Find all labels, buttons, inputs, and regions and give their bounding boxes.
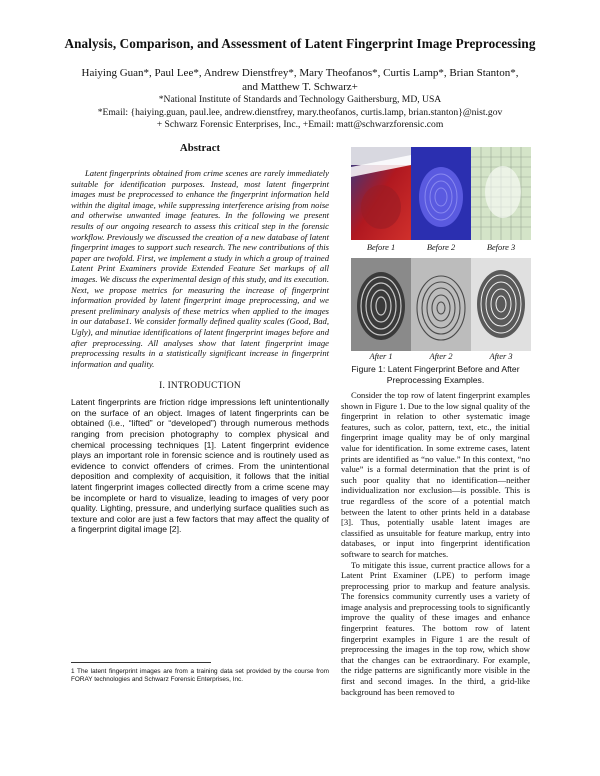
affiliation-line-1: *National Institute of Standards and Technology Gaithersburg, MD, USA bbox=[158, 94, 442, 105]
author-list bbox=[50, 66, 550, 94]
authors-line-1: Haiying Guan*, Paul Lee*, Andrew Dienstfrey*, Mary Theofanos*, Curtis Lamp*, Brian Stanton*, bbox=[81, 67, 519, 79]
caption-line-1: Figure 1: Latent Fingerprint Before and After bbox=[351, 364, 520, 374]
before-3-label: Before 3 bbox=[486, 243, 516, 252]
introduction-heading: I. INTRODUCTION bbox=[159, 381, 241, 392]
before-3-image bbox=[471, 147, 531, 240]
right-paragraph-2: To mitigate this issue, current practice allows for a Latent Print Examiner (LPE) to perform image preprocessing prior to markup and feature analysis. The forensics community currently uses a variety of image analysis and preprocessing tools to significantly improve the quality of these images and enhance fingerprint features. The bottom row of latent fingerprint examples in Figure 1 are the result of preprocessing the images in the top row, which show that the changes can be extraordinary. For example, the ridge patterns are significantly more visible in the first and second images. In the third, a grid-like background has been removed to bbox=[341, 559, 530, 697]
introduction-body: Latent fingerprints are friction ridge impressions left unintentionally on the surface of an object. Images of latent fingerprints can be obtained (i.e., “lifted” or “developed”) through numerous methods ranging from precision photography to complex physical and chemical processing techniques [1]. Latent fingerprint evidence plays an important role in forensic science and is routinely used as evidence to convict offenders of crimes. From the unintentional deposition and complexity of acquisition, it follows that the initial latent fingerprint images collected directly from a crime scene may be incomplete or hard to visualize, leading to images of very poor quality. Lighting, pressure, and underlying surface qualities such as texture and color are just a few factors that may affect the quality of a fingerprint digital image [2]. bbox=[71, 397, 329, 535]
affiliation-line-2: *Email: {haiying.guan, paul.lee, andrew.dienstfrey, mary.theofanos, curtis.lamp, brian.stanton}@nist.gov bbox=[97, 106, 503, 118]
before-2-label: Before 2 bbox=[426, 243, 456, 252]
affiliations bbox=[40, 94, 560, 132]
paper-title: Analysis, Comparison, and Assessment of Latent Fingerprint Image Preprocessing bbox=[64, 36, 536, 51]
figure-after-row bbox=[351, 258, 531, 351]
before-2-image bbox=[411, 147, 471, 240]
after-3-image bbox=[471, 258, 531, 351]
footnote: 1 The latent fingerprint images are from a training data set provided by the course from FORAY technologies and Schwarz Forensic Enterprises, Inc. bbox=[71, 668, 329, 683]
before-1-label: Before 1 bbox=[366, 243, 396, 252]
authors-line-2: and Matthew T. Schwarz+ bbox=[242, 81, 358, 93]
right-paragraph-1: Consider the top row of latent fingerprint examples shown in Figure 1. Due to the low signal quality of the fingerprint in relation to other systematic image features, such as color, pattern, text, etc., the initial fingerprint image quality may be of only marginal value for identification. In some extreme cases, latent prints are identified as “no value.” In this context, “no value” is a formal determination that the print is of such poor quality that no identification—neither individualization nor exclusion—is possible. This is true regardless of the score of a potential match between the latent to other prints held in a database [3]. Thus, potentially usable latent images are classified as unsuitable for feature markup, entry into databases, or input into fingerprint identification software to search for matches. bbox=[341, 390, 530, 559]
affiliation-line-3: + Schwarz Forensic Enterprises, Inc., +Email: matt@schwarzforensic.com bbox=[156, 119, 444, 130]
after-1-image bbox=[351, 258, 411, 351]
right-column-text bbox=[341, 390, 530, 697]
figure-caption bbox=[341, 364, 530, 385]
figure-before-row bbox=[351, 147, 531, 240]
before-1-image bbox=[351, 147, 411, 240]
abstract-body: Latent fingerprints obtained from crime scenes are rarely immediately suitable for identification purposes. Instead, most latent fingerprint images must be preprocessed to enhance the fingerprint information held within the digital image, while suppressing interference arising from noise and otherwise unwanted image features. In the following we present results of our ongoing research to assess this critical step in the forensic workflow. Previously we discussed the creation of a new database of latent fingerprint images to support such research. The new contributions of this paper are twofold. First, we implement a study in which a group of trained Latent Print Examiners provide Extended Feature Set markups of all images. We discuss the experimental design of this study, and its execution. Next, we propose metrics for measuring the increase of fingerprint information provided by latent fingerprint image preprocessing, and we present preliminary analysis of these metrics when applied to the images in our database1. We consider formally defined quality scales (Good, Bad, Ugly), and minutiae identifications of latent fingerprint images before and after preprocessing. All analyses show that latent fingerprint image preprocessing results in a statistically significant increase in fingerprint information and quality. bbox=[71, 168, 329, 369]
left-column bbox=[71, 142, 329, 535]
after-2-image bbox=[411, 258, 471, 351]
abstract-heading: Abstract bbox=[179, 142, 221, 154]
after-2-label: After 2 bbox=[429, 352, 453, 361]
caption-line-2: Preprocessing Examples. bbox=[386, 374, 485, 385]
before-labels bbox=[351, 243, 531, 252]
after-1-label: After 1 bbox=[369, 352, 393, 361]
after-3-label: After 3 bbox=[489, 352, 513, 361]
after-labels bbox=[351, 352, 531, 361]
footnote-divider bbox=[71, 662, 211, 663]
